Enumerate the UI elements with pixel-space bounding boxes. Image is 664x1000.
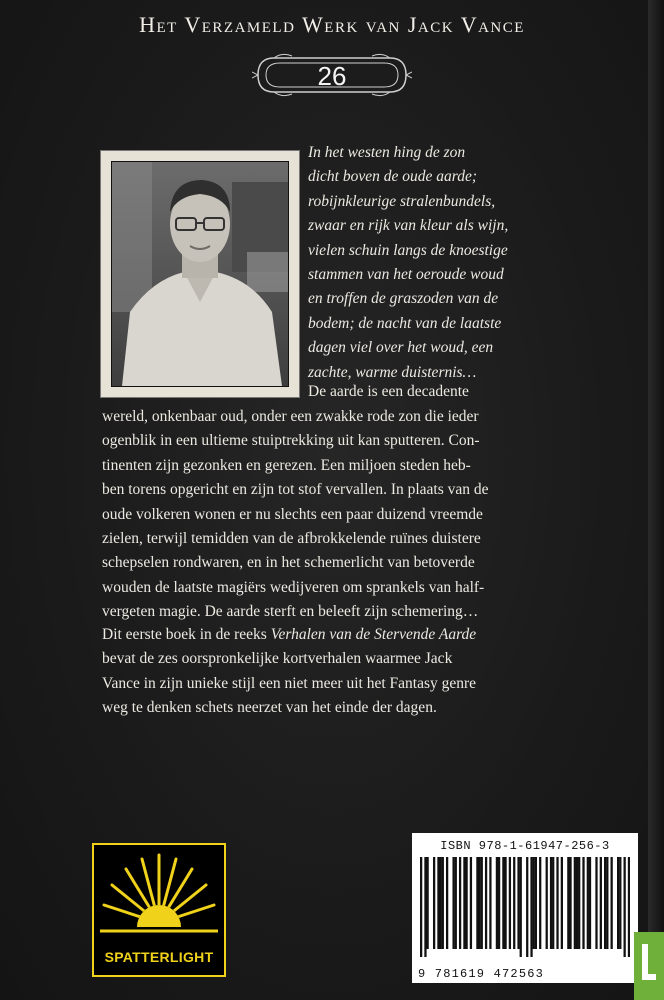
description-paragraph [102,405,632,625]
barcode-bar [582,857,584,949]
series-title: Het Verzameld Werk van Jack Vance [139,12,525,37]
barcode-icon [420,857,630,957]
series-paragraph-line: weg te denken schets neerzet van het einde der dagen. [102,699,437,717]
description-line: ogenblik in een ultieme stuiptrekking uit kan sputteren. Con- [102,432,480,450]
barcode-bar [426,857,428,949]
barcode-bar [600,857,602,949]
barcode-bar [552,857,554,949]
barcode-bar [476,857,478,949]
author-portrait-icon [112,162,288,386]
barcode-bar [489,857,491,949]
barcode-bar [498,857,500,949]
barcode-bar [628,857,630,957]
barcode-bar [526,857,528,957]
series-paragraph-prefix: Dit eerste boek in de reeks [102,626,271,643]
publisher-logo [92,843,226,977]
barcode-bar [595,857,597,949]
series-paragraph-line: Vance in zijn unieke stijl een niet meer uit het Fantasy genre [102,674,477,692]
description-line: wereld, onkenbaar oud, onder een zwakke rode zon die ieder [102,408,479,425]
description-first-line: De aarde is een decadente [308,383,469,400]
quote-line: dagen viel over het woud, een [308,339,494,357]
sunburst-icon [94,845,224,945]
quote-line: stammen van het oeroude woud [308,266,504,284]
description-line: tinenten zijn gezonken en gerezen. Een miljoen steden heb- [102,456,471,474]
cover-edge [648,0,664,1000]
barcode-digits: 9 781619 472563 [418,967,545,981]
series-paragraph-first-line [102,623,632,647]
shop-sticker [634,932,664,1000]
publisher-name: SPATTERLIGHT [104,949,214,965]
barcode-bar [606,857,608,949]
barcode-bar [420,857,422,957]
quote-line: zwaar en rijk van kleur als wijn, [308,217,509,235]
description-line: schepselen rondwaren, en in het schemerlicht van betoverde [102,554,475,572]
author-photo [111,161,289,387]
barcode-bar [517,857,519,949]
quote-line: en troffen de graszoden van de [308,290,499,308]
barcode-bar [481,857,483,949]
barcode-bar [604,857,606,949]
barcode-bar [589,857,591,949]
barcode-bar [504,857,506,949]
barcode-bar [455,857,457,949]
barcode-bar [509,857,511,949]
series-paragraph-line: bevat de zes oorspronkelijke kortverhalen waarmee Jack [102,650,453,668]
barcode-bar [576,857,578,949]
volume-badge [252,50,412,100]
description-line: oude volkeren wonen er nu slechts een paar duizend vreemde [102,505,483,523]
barcode-bar [439,857,441,949]
barcode-bar [513,857,515,949]
author-photo-frame [100,150,300,398]
description-line: ben torens opgericht en zijn tot stof vervallen. In plaats van de [102,481,489,499]
barcode-bar [550,857,552,949]
barcode-bar [496,857,498,949]
barcode-bar [433,857,435,949]
barcode-bar [611,857,613,949]
barcode-bar [470,857,472,949]
barcode-bar [446,857,448,949]
header [0,0,664,110]
barcode-bar [561,857,563,949]
description-line: wouden de laatste magiërs wedijveren om sprankels van half- [102,578,485,596]
barcode-bar [617,857,619,949]
barcode-bar [619,857,621,949]
quote-line: vielen schuin langs de knoestige [308,241,508,259]
quote [308,141,638,385]
volume-number: 26 [317,61,347,91]
barcode-bar [535,857,537,949]
barcode-block [412,833,638,983]
barcode-bar [546,857,548,949]
quote-line: In het westen hing de zon [308,144,466,161]
barcode-bar [424,857,426,957]
barcode-bar [569,857,571,949]
barcode-bar [442,857,444,949]
description-line: zielen, terwijl temidden van de afbrokkelende ruïnes duistere [102,530,481,548]
barcode-bar [530,857,532,957]
barcode-bar [465,857,467,949]
barcode-bar [587,857,589,949]
series-paragraph [102,623,632,721]
barcode-bar [502,857,504,949]
barcode-bar [485,857,487,949]
quote-line: bodem; de nacht van de laatste [308,314,502,332]
quote-line: robijnkleurige stralenbundels, [308,192,496,210]
quote-line: dicht boven de oude aarde; [308,168,478,186]
barcode-bar [578,857,580,949]
barcode-bar [520,857,522,957]
barcode-bar [533,857,535,949]
barcode-bar [556,857,558,949]
barcode-bar [574,857,576,949]
description-line: vergeten magie. De aarde sterft en beleeft zijn schemering… [102,603,479,621]
series-name: Verhalen van de Stervende Aarde [270,626,477,643]
letter-l-icon [640,942,658,982]
barcode-bar [459,857,461,949]
barcode-bar [624,857,626,957]
barcode-bar [478,857,480,949]
quote-line: zachte, warme duisternis… [308,363,477,381]
barcode-bar [539,857,541,949]
barcode-bar [452,857,454,949]
barcode-bar [463,857,465,949]
isbn: ISBN 978-1-61947-256-3 [440,839,610,853]
barcode-bar [437,857,439,949]
barcode-bar [567,857,569,949]
